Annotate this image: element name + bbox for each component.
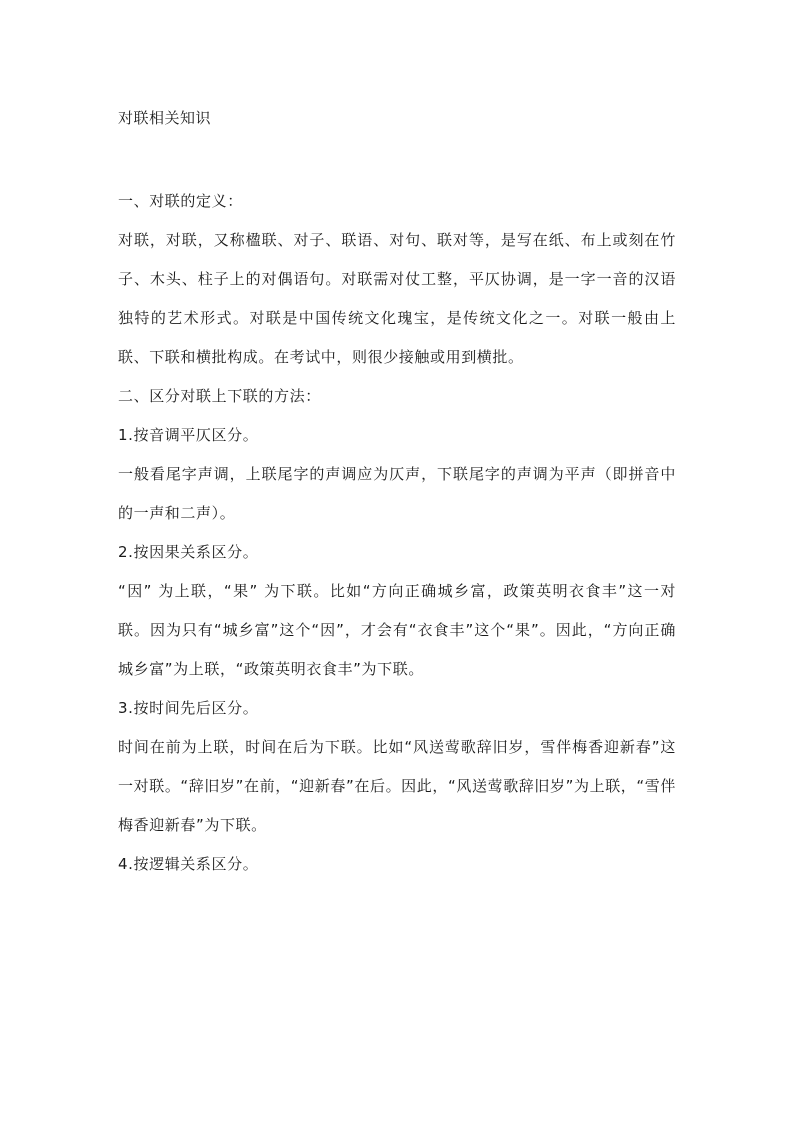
- paragraph-time-order: 时间在前为上联，时间在后为下联。比如“风送莺歌辞旧岁，雪伴梅香迎新春”这一对联。“辞旧岁”在前，“迎新春”在后。因此，“风送莺歌辞旧岁”为上联，“雪伴梅香迎新春”为下联。: [118, 738, 676, 834]
- method-heading-logic: 4.按逻辑关系区分。: [118, 855, 259, 873]
- document-body: [118, 102, 676, 884]
- section-heading-methods: 二、区分对联上下联的方法：: [118, 387, 321, 405]
- section-heading-definition: 一、对联的定义：: [118, 192, 243, 210]
- method-heading-cause-effect: 2.按因果关系区分。: [118, 543, 259, 561]
- paragraph-tone: 一般看尾字声调，上联尾字的声调应为仄声，下联尾字的声调为平声（即拼音中的一声和二声）。: [118, 465, 676, 522]
- method-heading-tone: 1.按音调平仄区分。: [118, 426, 259, 444]
- paragraph-cause-effect: “因” 为上联，“果” 为下联。比如“方向正确城乡富，政策英明衣食丰”这一对联。因为只有“城乡富”这个“因”，才会有“衣食丰”这个“果”。因此，“方向正确城乡富”为上联，“政策英明衣食丰”为下联。: [118, 582, 676, 678]
- method-heading-time-order: 3.按时间先后区分。: [118, 699, 259, 717]
- paragraph-definition: 对联，对联，又称楹联、对子、联语、对句、联对等，是写在纸、布上或刻在竹子、木头、柱子上的对偶语句。对联需对仗工整，平仄协调，是一字一音的汉语独特的艺术形式。对联是中国传统文化瑰宝，是传统文化之一。对联一般由上联、下联和横批构成。在考试中，则很少接触或用到横批。: [118, 231, 676, 366]
- document-title: 对联相关知识: [118, 109, 212, 127]
